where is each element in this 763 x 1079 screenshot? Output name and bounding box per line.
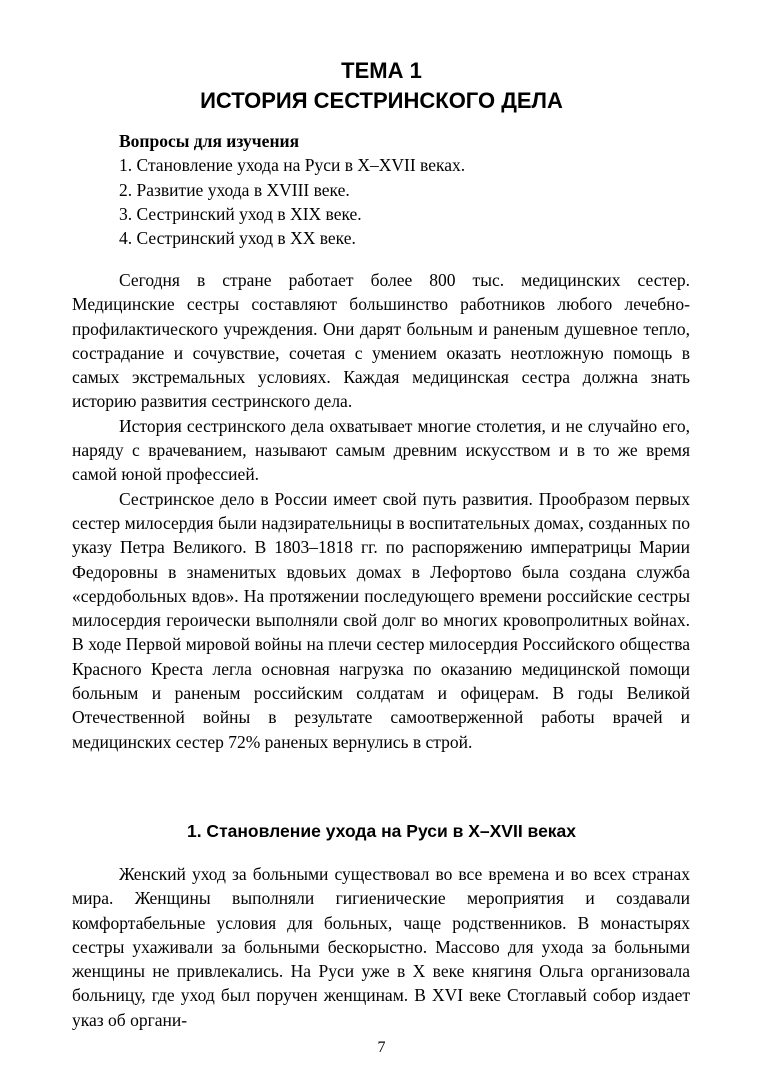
chapter-number: ТЕМА 1: [341, 58, 422, 83]
study-questions-heading: Вопросы для изучения: [119, 131, 300, 151]
chapter-title: ИСТОРИЯ СЕСТРИНСКОГО ДЕЛА: [200, 88, 563, 113]
study-question-item: 4. Сестринский уход в XX веке.: [119, 228, 356, 249]
paragraph: Женский уход за больными существовал во все времена и во всех странах мира. Женщины выполняли гигиенические мероприятия и создавали комфортабельные условия для больных, чаще родственников. В монастырях сестры ухаживали за больными бескорыстно. Массово для ухода за больными женщины не привлекались. На Руси уже в X веке княгиня Ольга организовала больницу, где уход был поручен женщинам. В XVI веке Стоглавый собор издает указ об органи-: [72, 864, 690, 1030]
study-question-item: 3. Сестринский уход в XIX веке.: [119, 203, 362, 224]
section-heading: 1. Становление ухода на Руси в X–XVII веках: [186, 821, 577, 841]
paragraph: Сестринское дело в России имеет свой путь развития. Прообразом первых сестер милосердия были надзирательницы в воспитательных домах, созданных по указу Петра Великого. В 1803–1818 гг. по распоряжению императрицы Марии Федоровны в знаменитых вдовьих домах в Лефортово была создана служба «сердобольных вдов». На протяжении последующего времени российские сестры милосердия героически выполняли свой долг во многих кровопролитных войнах. В ходе Первой мировой войны на плечи сестер милосердия Российского общества Красного Креста легла основная нагрузка по оказанию медицинской помощи больным и раненым российским солдатам и офицерам. В годы Великой Отечественной войны в результате самоотверженной работы врачей и медицинских сестер 72% раненых вернулись в строй.: [72, 488, 690, 752]
study-question-item: 2. Развитие ухода в XVIII веке.: [119, 179, 350, 200]
paragraph: Сегодня в стране работает более 800 тыс. медицинских сестер. Медицинские сестры составляют большинство работников любого лечебно-профилактического учреждения. Они дарят больным и раненым душевное тепло, сострадание и сочувствие, сочетая с умением оказать неотложную помощь в самых экстремальных условиях. Каждая медицинская сестра должна знать историю развития сестринского дела.: [72, 270, 690, 412]
section-text: [72, 862, 690, 1032]
paragraph: История сестринского дела охватывает многие столетия, и не случайно его, наряду с врачеванием, называют самым древним искусством и в то же время самой юной профессией.: [72, 415, 690, 485]
intro-text: [72, 268, 690, 754]
study-question-item: 1. Становление ухода на Руси в X–XVII веках.: [119, 155, 466, 176]
page-number: 7: [377, 1039, 386, 1056]
study-questions: [119, 129, 679, 250]
